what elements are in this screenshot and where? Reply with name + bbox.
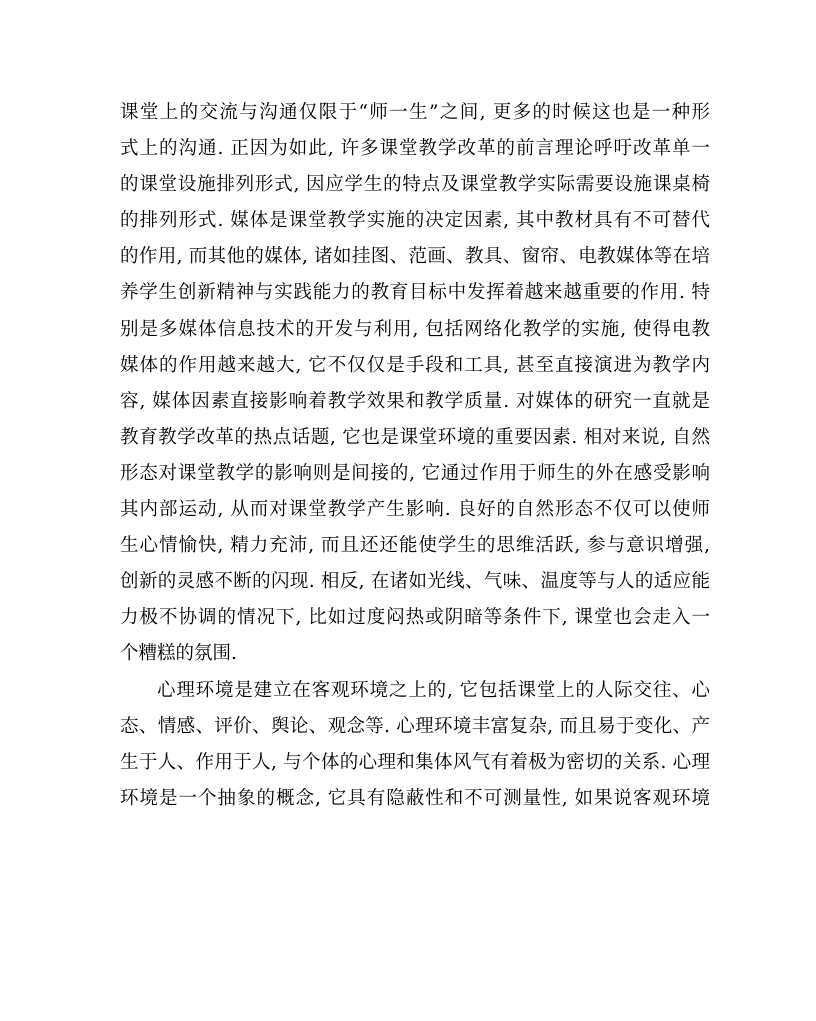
- text-line: 式上的沟通. 正因为如此, 许多课堂教学改革的前言理论呼吁改革单一: [120, 138, 710, 160]
- text-line: 其内部运动, 从而对课堂教学产生影响. 良好的自然形态不仅可以使师: [120, 499, 710, 521]
- text-line: 心理环境是建立在客观环境之上的, 它包括课堂上的人际交往、心: [157, 679, 710, 701]
- text-line: 环境是一个抽象的概念, 它具有隐蔽性和不可测量性, 如果说客观环境: [120, 787, 710, 809]
- text-line: 教育教学改革的热点话题, 它也是课堂环境的重要因素. 相对来说, 自然: [120, 426, 710, 448]
- body-text: [120, 95, 710, 817]
- text-line: 的课堂设施排列形式, 因应学生的特点及课堂教学实际需要设施课桌椅: [120, 174, 710, 196]
- text-line: 创新的灵感不断的闪现. 相反, 在诸如光线、气味、温度等与人的适应能: [120, 571, 710, 593]
- text-line: 课堂上的交流与沟通仅限于“师一生”之间, 更多的时候这也是一种形: [120, 102, 710, 123]
- text-line: 媒体的作用越来越大, 它不仅仅是手段和工具, 甚至直接演进为教学内: [120, 354, 710, 376]
- text-line: 容, 媒体因素直接影响着教学效果和教学质量. 对媒体的研究一直就是: [120, 390, 710, 412]
- paragraph-2: [120, 673, 710, 817]
- text-line: 生心情愉快, 精力充沛, 而且还还能使学生的思维活跃, 参与意识增强,: [120, 535, 710, 557]
- text-line: 的作用, 而其他的媒体, 诸如挂图、范画、教具、窗帘、电教媒体等在培: [120, 246, 710, 268]
- text-line: 个糟糕的氛围.: [120, 643, 237, 665]
- text-line: 别是多媒体信息技术的开发与利用, 包括网络化教学的实施, 使得电教: [120, 318, 710, 340]
- paragraph-1: [120, 95, 710, 673]
- text-line: 养学生创新精神与实践能力的教育目标中发挥着越来越重要的作用. 特: [120, 282, 710, 304]
- text-line: 力极不协调的情况下, 比如过度闷热或阴暗等条件下, 课堂也会走入一: [120, 607, 710, 629]
- text-line: 生于人、作用于人, 与个体的心理和集体风气有着极为密切的关系. 心理: [120, 751, 710, 773]
- text-line: 形态对课堂教学的影响则是间接的, 它通过作用于师生的外在感受影响: [120, 462, 710, 484]
- text-line: 的排列形式. 媒体是课堂教学实施的决定因素, 其中教材具有不可替代: [120, 210, 710, 232]
- text-line: 态、情感、评价、舆论、观念等. 心理环境丰富复杂, 而且易于变化、产: [120, 715, 710, 737]
